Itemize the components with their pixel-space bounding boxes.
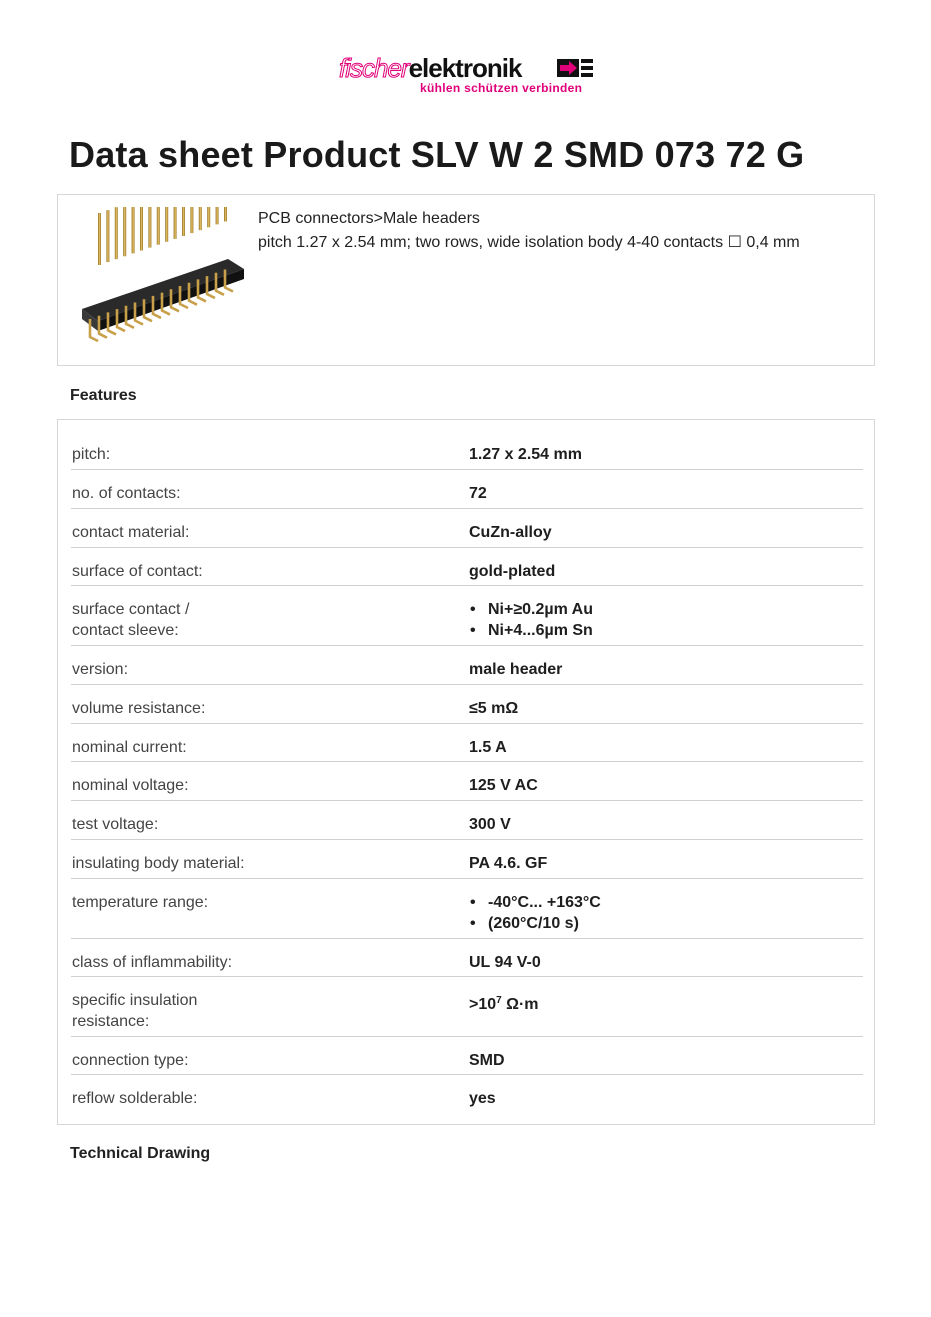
connector-pin [182, 207, 185, 236]
feature-value: yes [469, 1090, 496, 1107]
feature-label [72, 599, 402, 641]
table-row [71, 431, 863, 470]
feature-label: nominal current: [72, 739, 187, 756]
table-row [71, 646, 863, 685]
feature-label: version: [72, 661, 129, 678]
connector-pin [190, 207, 193, 233]
feature-label [72, 990, 402, 1032]
feature-label: temperature range: [72, 894, 209, 911]
feature-value [469, 990, 539, 1015]
table-row [71, 586, 863, 646]
page-title: Data sheet Product SLV W 2 SMD 073 72 G [69, 134, 805, 175]
value-unit: Ω·m [501, 996, 539, 1013]
connector-pin [165, 207, 168, 242]
table-row [71, 470, 863, 509]
table-row [71, 762, 863, 801]
feature-value [469, 599, 593, 641]
feature-value: SMD [469, 1052, 505, 1069]
connector-pin [98, 213, 101, 265]
connector-pin [157, 207, 160, 245]
list-item: • (260°C/10 s) [469, 913, 601, 934]
value-base: >10 [469, 996, 497, 1013]
brand-wordmark [339, 54, 521, 82]
product-info [258, 207, 800, 255]
feature-value: gold-plated [469, 563, 556, 580]
feature-label: class of inflammability: [72, 954, 233, 971]
feature-value: ≤5 mΩ [469, 700, 519, 717]
connector-pin [174, 207, 177, 239]
connector-pin [123, 207, 126, 256]
brand-logo [339, 54, 599, 96]
connector-pin [199, 207, 202, 230]
connector-pin [115, 207, 118, 259]
feature-label-line: surface contact / [72, 601, 190, 618]
feature-value: CuZn-alloy [469, 524, 552, 541]
list-item: • Ni+≥0.2µm Au [469, 599, 593, 620]
feature-label: contact material: [72, 524, 190, 541]
features-table [57, 419, 875, 1125]
feature-value: PA 4.6. GF [469, 855, 548, 872]
feature-label: connection type: [72, 1052, 189, 1069]
table-row [71, 1037, 863, 1075]
product-category: PCB connectors>Male headers [258, 210, 480, 227]
table-row [71, 939, 863, 977]
feature-label-line: specific insulation [72, 992, 198, 1009]
brand-name-elektronik: elektronik [408, 53, 522, 83]
connector-pin [132, 207, 135, 253]
feature-label: surface of contact: [72, 563, 203, 580]
technical-drawing-heading: Technical Drawing [70, 1145, 211, 1162]
list-item: • -40°C... +163°C [469, 892, 601, 913]
feature-value: 300 V [469, 816, 511, 833]
feature-value: 72 [469, 485, 487, 502]
feature-label: volume resistance: [72, 700, 206, 717]
feature-value-list [469, 892, 601, 934]
connector-pin [148, 207, 151, 248]
table-row [71, 977, 863, 1037]
feature-label-line: contact sleeve: [72, 622, 179, 639]
connector-pin [224, 207, 227, 222]
feature-label: reflow solderable: [72, 1090, 198, 1107]
value-exponent: 7 [496, 995, 502, 1006]
connector-pin [140, 207, 143, 251]
feature-label: test voltage: [72, 816, 159, 833]
feature-label-line: resistance: [72, 1013, 150, 1030]
feature-label: no. of contacts: [72, 485, 181, 502]
table-row [71, 509, 863, 548]
brand-arrow-icon [557, 57, 593, 79]
table-row [71, 840, 863, 879]
feature-label: pitch: [72, 446, 111, 463]
connector-pin [216, 207, 219, 224]
list-item: • Ni+4...6µm Sn [469, 620, 593, 641]
table-row [71, 685, 863, 724]
table-row [71, 548, 863, 586]
feature-value: UL 94 V-0 [469, 954, 541, 971]
table-row [71, 1075, 863, 1114]
table-row [71, 801, 863, 840]
feature-label: insulating body material: [72, 855, 245, 872]
feature-value-list [469, 599, 593, 641]
brand-name-fischer: fischer [339, 53, 409, 83]
feature-value: 125 V AC [469, 777, 538, 794]
feature-label: nominal voltage: [72, 777, 189, 794]
feature-value: male header [469, 661, 563, 678]
male-header-connector-image [76, 207, 246, 357]
table-row [71, 879, 863, 939]
brand-tagline: kühlen schützen verbinden [420, 81, 583, 95]
connector-pin [207, 207, 210, 227]
table-row [71, 724, 863, 762]
product-summary-box [57, 194, 875, 366]
feature-value: 1.5 A [469, 739, 507, 756]
features-heading: Features [70, 387, 137, 404]
feature-value [469, 892, 601, 934]
product-description: pitch 1.27 x 2.54 mm; two rows, wide isolation body 4-40 contacts ☐ 0,4 mm [258, 234, 800, 251]
feature-value: 1.27 x 2.54 mm [469, 446, 582, 463]
connector-pin [106, 210, 109, 262]
